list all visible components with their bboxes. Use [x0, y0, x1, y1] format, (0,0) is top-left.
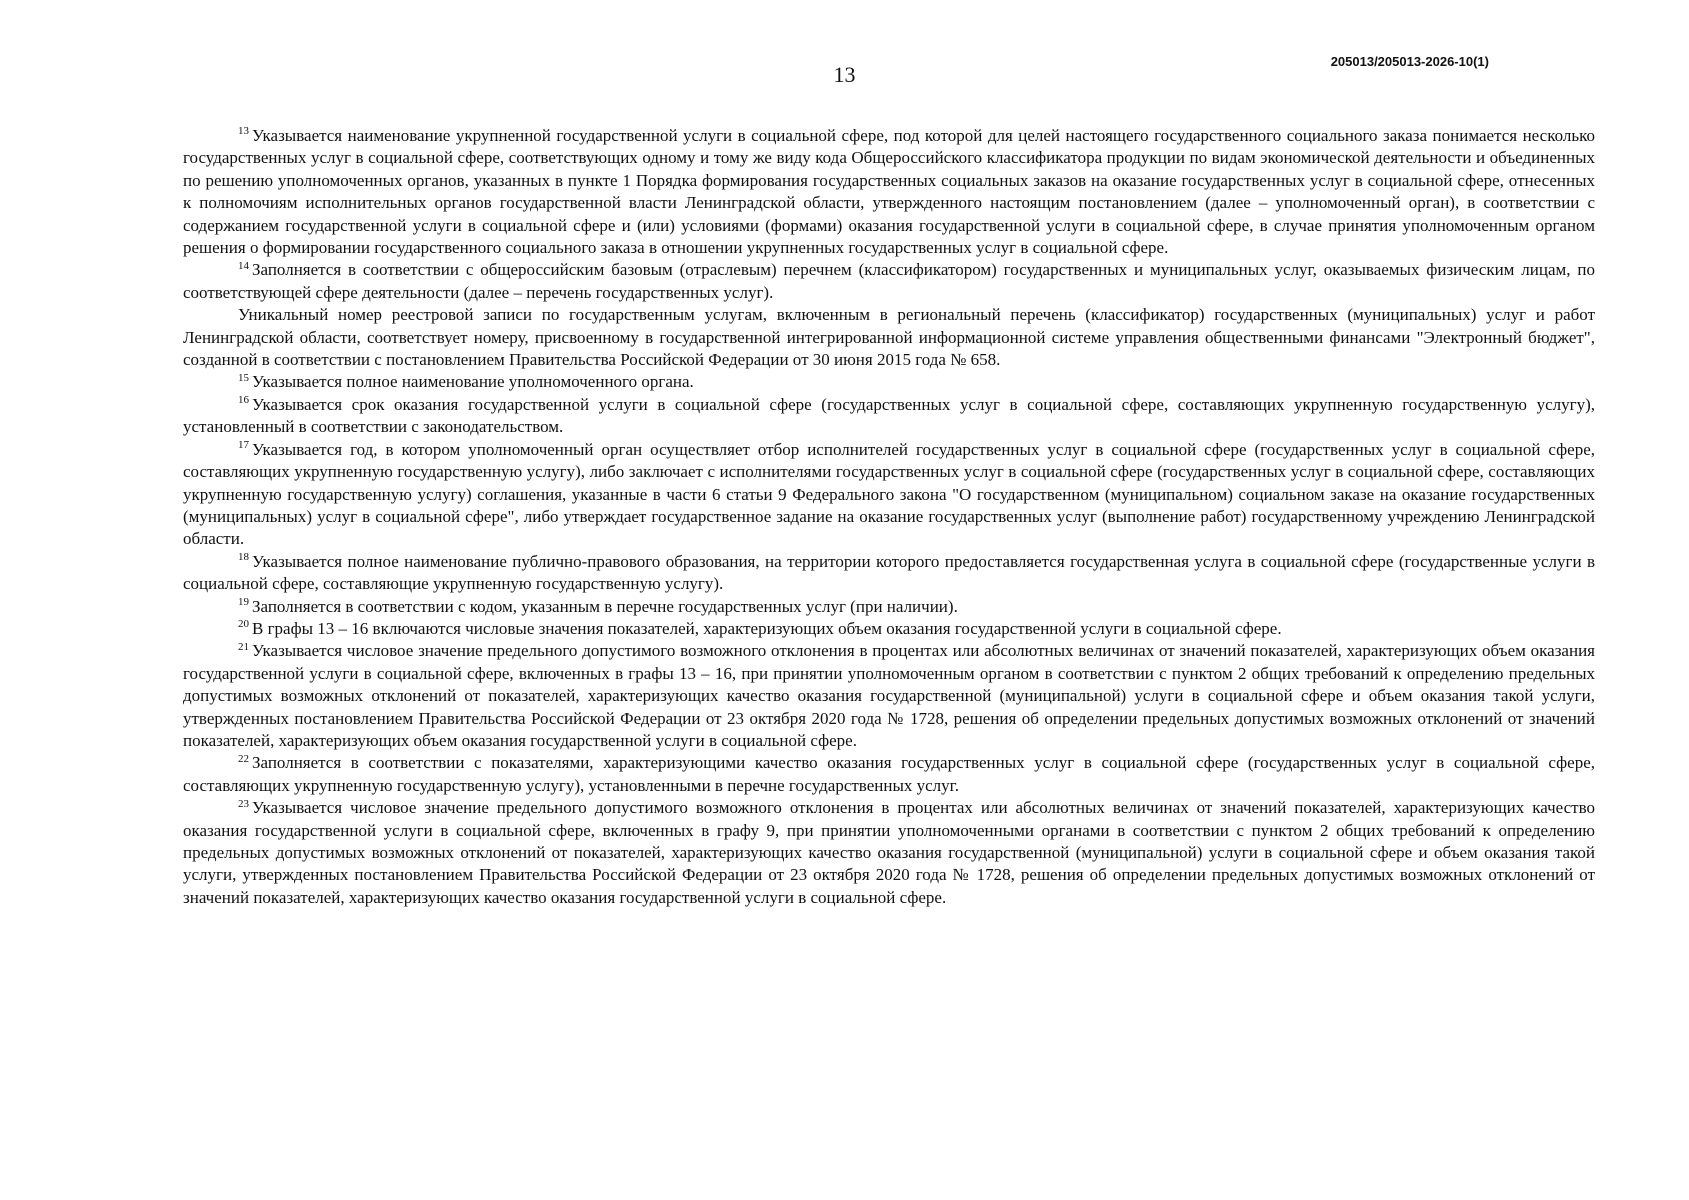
footnote-text: Указывается полное наименование публично-правового образования, на территории которого предоставляется государственная услуга в социальной сфере (государственные услуги в социальной сфере, составляющие укрупненную государственную услугу). [183, 551, 1595, 594]
footnote-17 [183, 439, 1595, 551]
footnote-mark: 20 [238, 618, 249, 631]
footnote-23 [183, 797, 1595, 909]
footnote-text: Уникальный номер реестровой записи по государственным услугам, включенным в региональный перечень (классификатор) государственных (муниципальных) услуг и работ Ленинградской области, соответствует номеру, присвоенному в государственной интегрированной информационной системе управления общественными финансами "Электронный бюджет", созданной в соответствии с постановлением Правительства Российской Федерации от 30 июня 2015 года № 658. [183, 305, 1595, 370]
footnote-mark: 23 [238, 797, 249, 810]
footnote-13 [183, 125, 1595, 259]
footnote-21 [183, 640, 1595, 752]
footnote-22 [183, 752, 1595, 797]
footnote-mark: 17 [238, 439, 249, 452]
footnote-mark: 14 [238, 259, 249, 272]
footnote-14 [183, 259, 1595, 304]
footnote-text: Указывается наименование укрупненной государственной услуги в социальной сфере, под которой для целей настоящего государственного социального заказа понимается несколько государственных услуг в социальной сфере, соответствующих одному и тому же виду кода Общероссийского классификатора продукции по видам экономической деятельности и объединенных по решению уполномоченных органов, указанных в пункте 1 Порядка формирования государственных социальных заказов на оказание государственных услуг в социальной сфере, отнесенных к полномочиям исполнительных органов государственной власти Ленинградской области, утвержденного настоящим постановлением (далее – уполномоченный орган), в соответствии с содержанием государственной услуги в социальной сфере и (или) условиями (формами) оказания государственной услуги в социальной сфере, в случае принятия уполномоченным органом решения о формировании государственного социального заказа в отношении укрупненных государственных услуг в социальной сфере. [183, 126, 1595, 258]
footnote-text: Указывается срок оказания государственной услуги в социальной сфере (государственных услуг в социальной сфере, составляющих укрупненную государственную услугу), установленный в соответствии с законодательством. [183, 394, 1595, 437]
footnote-mark: 18 [238, 551, 249, 564]
footnote-mark: 21 [238, 640, 249, 653]
footnote-text: Указывается полное наименование уполномоченного органа. [252, 372, 694, 392]
page-number: 13 [833, 62, 856, 87]
document-code: 205013/205013-2026-10(1) [1330, 54, 1489, 69]
footnote-mark: 13 [238, 125, 249, 138]
footnote-15 [183, 371, 1595, 393]
footnote-text: Заполняется в соответствии с кодом, указанным в перечне государственных услуг (при наличии). [252, 596, 958, 616]
footnote-16 [183, 394, 1595, 439]
footnote-18 [183, 551, 1595, 596]
footnote-text: Указывается год, в котором уполномоченный орган осуществляет отбор исполнителей государственных услуг в социальной сфере (государственных услуг в социальной сфере, составляющих укрупненную государственную услугу), либо заключает с исполнителями государственных услуг в социальной сфере (государственных услуг в социальной сфере, составляющих укрупненную государственную услугу) соглашения, указанные в части 6 статьи 9 Федерального закона "О государственном (муниципальном) социальном заказе на оказание государственных (муниципальных) услуг в социальной сфере", либо утверждает государственное задание на оказание государственных услуг (выполнение работ) государственному учреждению Ленинградской области. [183, 439, 1595, 549]
footnote-14-continuation [183, 304, 1595, 371]
footnote-mark: 16 [238, 394, 249, 407]
footnote-text: Указывается числовое значение предельного допустимого возможного отклонения в процентах или абсолютных величинах от значений показателей, характеризующих объем оказания государственной услуги в социальной сфере, включенных в графы 13 – 16, при принятии уполномоченным органом в соответствии с пунктом 2 общих требований к определению предельных допустимых возможных отклонений от показателей, характеризующих качество оказания государственной (муниципальной) услуги в социальной сфере и объем оказания такой услуги, утвержденных постановлением Правительства Российской Федерации от 23 октября 2020 года № 1728, решения об определении предельных допустимых возможных отклонений от значений показателей, характеризующих объем оказания государственной услуги в социальной сфере. [183, 641, 1595, 750]
footnote-mark: 19 [238, 595, 249, 608]
footnote-19 [183, 596, 1595, 618]
footnote-text: Указывается числовое значение предельного допустимого возможного отклонения в процентах или абсолютных величинах от значений показателей, характеризующих качество оказания государственной услуги в социальной сфере, включенных в графу 9, при принятии уполномоченными органами в соответствии с пунктом 2 общих требований к определению предельных допустимых возможных отклонений от показателей, характеризующих качество оказания государственной (муниципальной) услуги в социальной сфере и объем оказания такой услуги, утвержденных постановлением Правительства Российской Федерации от 23 октября 2020 года № 1728, решения об определении предельных допустимых возможных отклонений от значений показателей, характеризующих качество оказания государственной услуги в социальной сфере. [183, 798, 1595, 907]
footnote-mark: 15 [238, 371, 249, 384]
footnote-mark: 22 [238, 752, 249, 765]
footnotes-block [183, 125, 1595, 909]
footnote-20 [183, 618, 1595, 640]
footnote-text: Заполняется в соответствии с показателями, характеризующими качество оказания государственных услуг в социальной сфере (государственных услуг в социальной сфере, составляющих укрупненную государственную услугу), установленными в перечне государственных услуг. [183, 753, 1595, 795]
footnote-text: Заполняется в соответствии с общероссийским базовым (отраслевым) перечнем (классификатором) государственных и муниципальных услуг, оказываемых физическим лицам, по соответствующей сфере деятельности (далее – перечень государственных услуг). [183, 260, 1595, 302]
footnote-text: В графы 13 – 16 включаются числовые значения показателей, характеризующих объем оказания государственной услуги в социальной сфере. [252, 618, 1282, 638]
